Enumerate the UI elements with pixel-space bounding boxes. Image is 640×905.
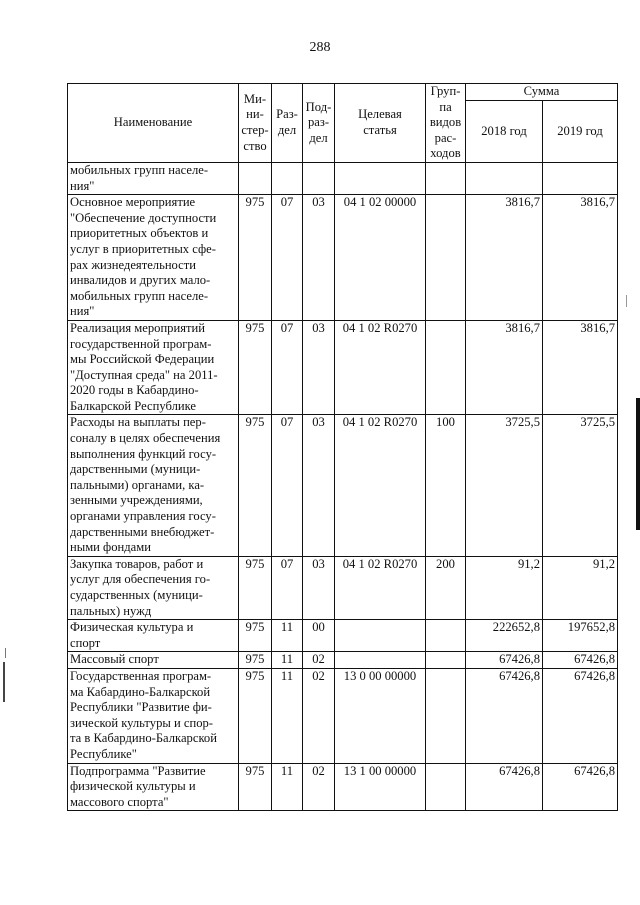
cell-name: Расходы на выплаты пер- соналу в целях обеспечения выполнения функций госу- дарственными (муници- пальными) органами, ка- зенными учреждениями, органами управления госу- дарственными внебюджет- ными фондами xyxy=(68,415,239,556)
cell-expense-group xyxy=(426,668,466,763)
cell-subsection: 03 xyxy=(303,415,335,556)
scan-edge-mark xyxy=(5,648,6,658)
cell-expense-group xyxy=(426,195,466,321)
cell-target-article: 04 1 02 00000 xyxy=(335,195,426,321)
cell-target-article: 04 1 02 R0270 xyxy=(335,556,426,619)
cell-subsection: 03 xyxy=(303,556,335,619)
cell-amount-2018: 3725,5 xyxy=(466,415,543,556)
cell-name: Физическая культура и спорт xyxy=(68,620,239,652)
cell-target-article: 04 1 02 R0270 xyxy=(335,415,426,556)
cell-expense-group xyxy=(426,652,466,669)
cell-expense-group: 100 xyxy=(426,415,466,556)
cell-amount-2018 xyxy=(466,162,543,194)
header-year-2018: 2018 год xyxy=(466,101,543,163)
cell-ministry: 975 xyxy=(239,415,272,556)
cell-subsection xyxy=(303,162,335,194)
cell-amount-2019 xyxy=(543,162,618,194)
cell-target-article xyxy=(335,652,426,669)
cell-target-article xyxy=(335,620,426,652)
cell-expense-group xyxy=(426,320,466,415)
cell-section: 07 xyxy=(272,415,303,556)
cell-expense-group xyxy=(426,162,466,194)
cell-subsection: 00 xyxy=(303,620,335,652)
page-number: 288 xyxy=(309,40,331,55)
cell-amount-2019: 3816,7 xyxy=(543,195,618,321)
cell-target-article: 04 1 02 R0270 xyxy=(335,320,426,415)
header-year-2019: 2019 год xyxy=(543,101,618,163)
cell-name: Основное мероприятие "Обеспечение доступности приоритетных объектов и услуг в приоритетных сфе- рах жизнедеятельности инвалидов и других мало- мобильных групп населе- ния" xyxy=(68,195,239,321)
cell-amount-2018: 67426,8 xyxy=(466,668,543,763)
cell-section xyxy=(272,162,303,194)
table-row xyxy=(68,195,618,321)
cell-subsection: 02 xyxy=(303,763,335,811)
scan-edge-mark xyxy=(3,662,5,702)
cell-amount-2018: 67426,8 xyxy=(466,652,543,669)
table-row xyxy=(68,652,618,669)
cell-name: Государственная програм- ма Кабардино-Балкарской Республики "Развитие фи- зической культуры и спор- та в Кабардино-Балкарской Республике" xyxy=(68,668,239,763)
cell-ministry: 975 xyxy=(239,668,272,763)
cell-amount-2018: 222652,8 xyxy=(466,620,543,652)
table-row xyxy=(68,162,618,194)
cell-section: 11 xyxy=(272,763,303,811)
cell-target-article: 13 1 00 00000 xyxy=(335,763,426,811)
cell-name: Реализация мероприятий государственной програм- мы Российской Федерации "Доступная среда" на 2011- 2020 годы в Кабардино- Балкарской Республике xyxy=(68,320,239,415)
cell-section: 07 xyxy=(272,195,303,321)
cell-section: 07 xyxy=(272,320,303,415)
cell-expense-group xyxy=(426,620,466,652)
header-expense-group: Груп- па видов рас- ходов xyxy=(426,84,466,163)
table-row xyxy=(68,320,618,415)
cell-amount-2019: 67426,8 xyxy=(543,652,618,669)
cell-amount-2019: 67426,8 xyxy=(543,763,618,811)
cell-amount-2018: 91,2 xyxy=(466,556,543,619)
table-row xyxy=(68,668,618,763)
table-row xyxy=(68,415,618,556)
cell-section: 11 xyxy=(272,620,303,652)
cell-amount-2019: 91,2 xyxy=(543,556,618,619)
cell-ministry: 975 xyxy=(239,763,272,811)
cell-ministry: 975 xyxy=(239,652,272,669)
cell-ministry: 975 xyxy=(239,320,272,415)
cell-amount-2018: 3816,7 xyxy=(466,320,543,415)
header-ministry: Ми- ни- стер- ство xyxy=(239,84,272,163)
table-row xyxy=(68,620,618,652)
table-row xyxy=(68,763,618,811)
header-subsection: Под- раз- дел xyxy=(303,84,335,163)
cell-ministry xyxy=(239,162,272,194)
cell-subsection: 02 xyxy=(303,668,335,763)
cell-name: Закупка товаров, работ и услуг для обеспечения го- сударственных (муници- пальных) нужд xyxy=(68,556,239,619)
scan-edge-mark xyxy=(636,398,640,530)
budget-table xyxy=(67,83,618,811)
cell-name: Массовый спорт xyxy=(68,652,239,669)
scan-edge-mark xyxy=(626,295,627,307)
cell-amount-2018: 3816,7 xyxy=(466,195,543,321)
cell-subsection: 03 xyxy=(303,320,335,415)
cell-section: 11 xyxy=(272,668,303,763)
cell-amount-2019: 3816,7 xyxy=(543,320,618,415)
cell-target-article xyxy=(335,162,426,194)
cell-subsection: 03 xyxy=(303,195,335,321)
header-name: Наименование xyxy=(68,84,239,163)
cell-amount-2019: 67426,8 xyxy=(543,668,618,763)
cell-ministry: 975 xyxy=(239,556,272,619)
cell-ministry: 975 xyxy=(239,195,272,321)
cell-target-article: 13 0 00 00000 xyxy=(335,668,426,763)
cell-section: 07 xyxy=(272,556,303,619)
cell-name: мобильных групп населе- ния" xyxy=(68,162,239,194)
cell-name: Подпрограмма "Развитие физической культуры и массового спорта" xyxy=(68,763,239,811)
cell-expense-group: 200 xyxy=(426,556,466,619)
header-target-article: Целевая статья xyxy=(335,84,426,163)
header-section: Раз- дел xyxy=(272,84,303,163)
cell-section: 11 xyxy=(272,652,303,669)
table-row xyxy=(68,556,618,619)
header-sum: Сумма xyxy=(466,84,618,101)
cell-subsection: 02 xyxy=(303,652,335,669)
cell-expense-group xyxy=(426,763,466,811)
cell-amount-2019: 3725,5 xyxy=(543,415,618,556)
cell-amount-2019: 197652,8 xyxy=(543,620,618,652)
cell-ministry: 975 xyxy=(239,620,272,652)
cell-amount-2018: 67426,8 xyxy=(466,763,543,811)
